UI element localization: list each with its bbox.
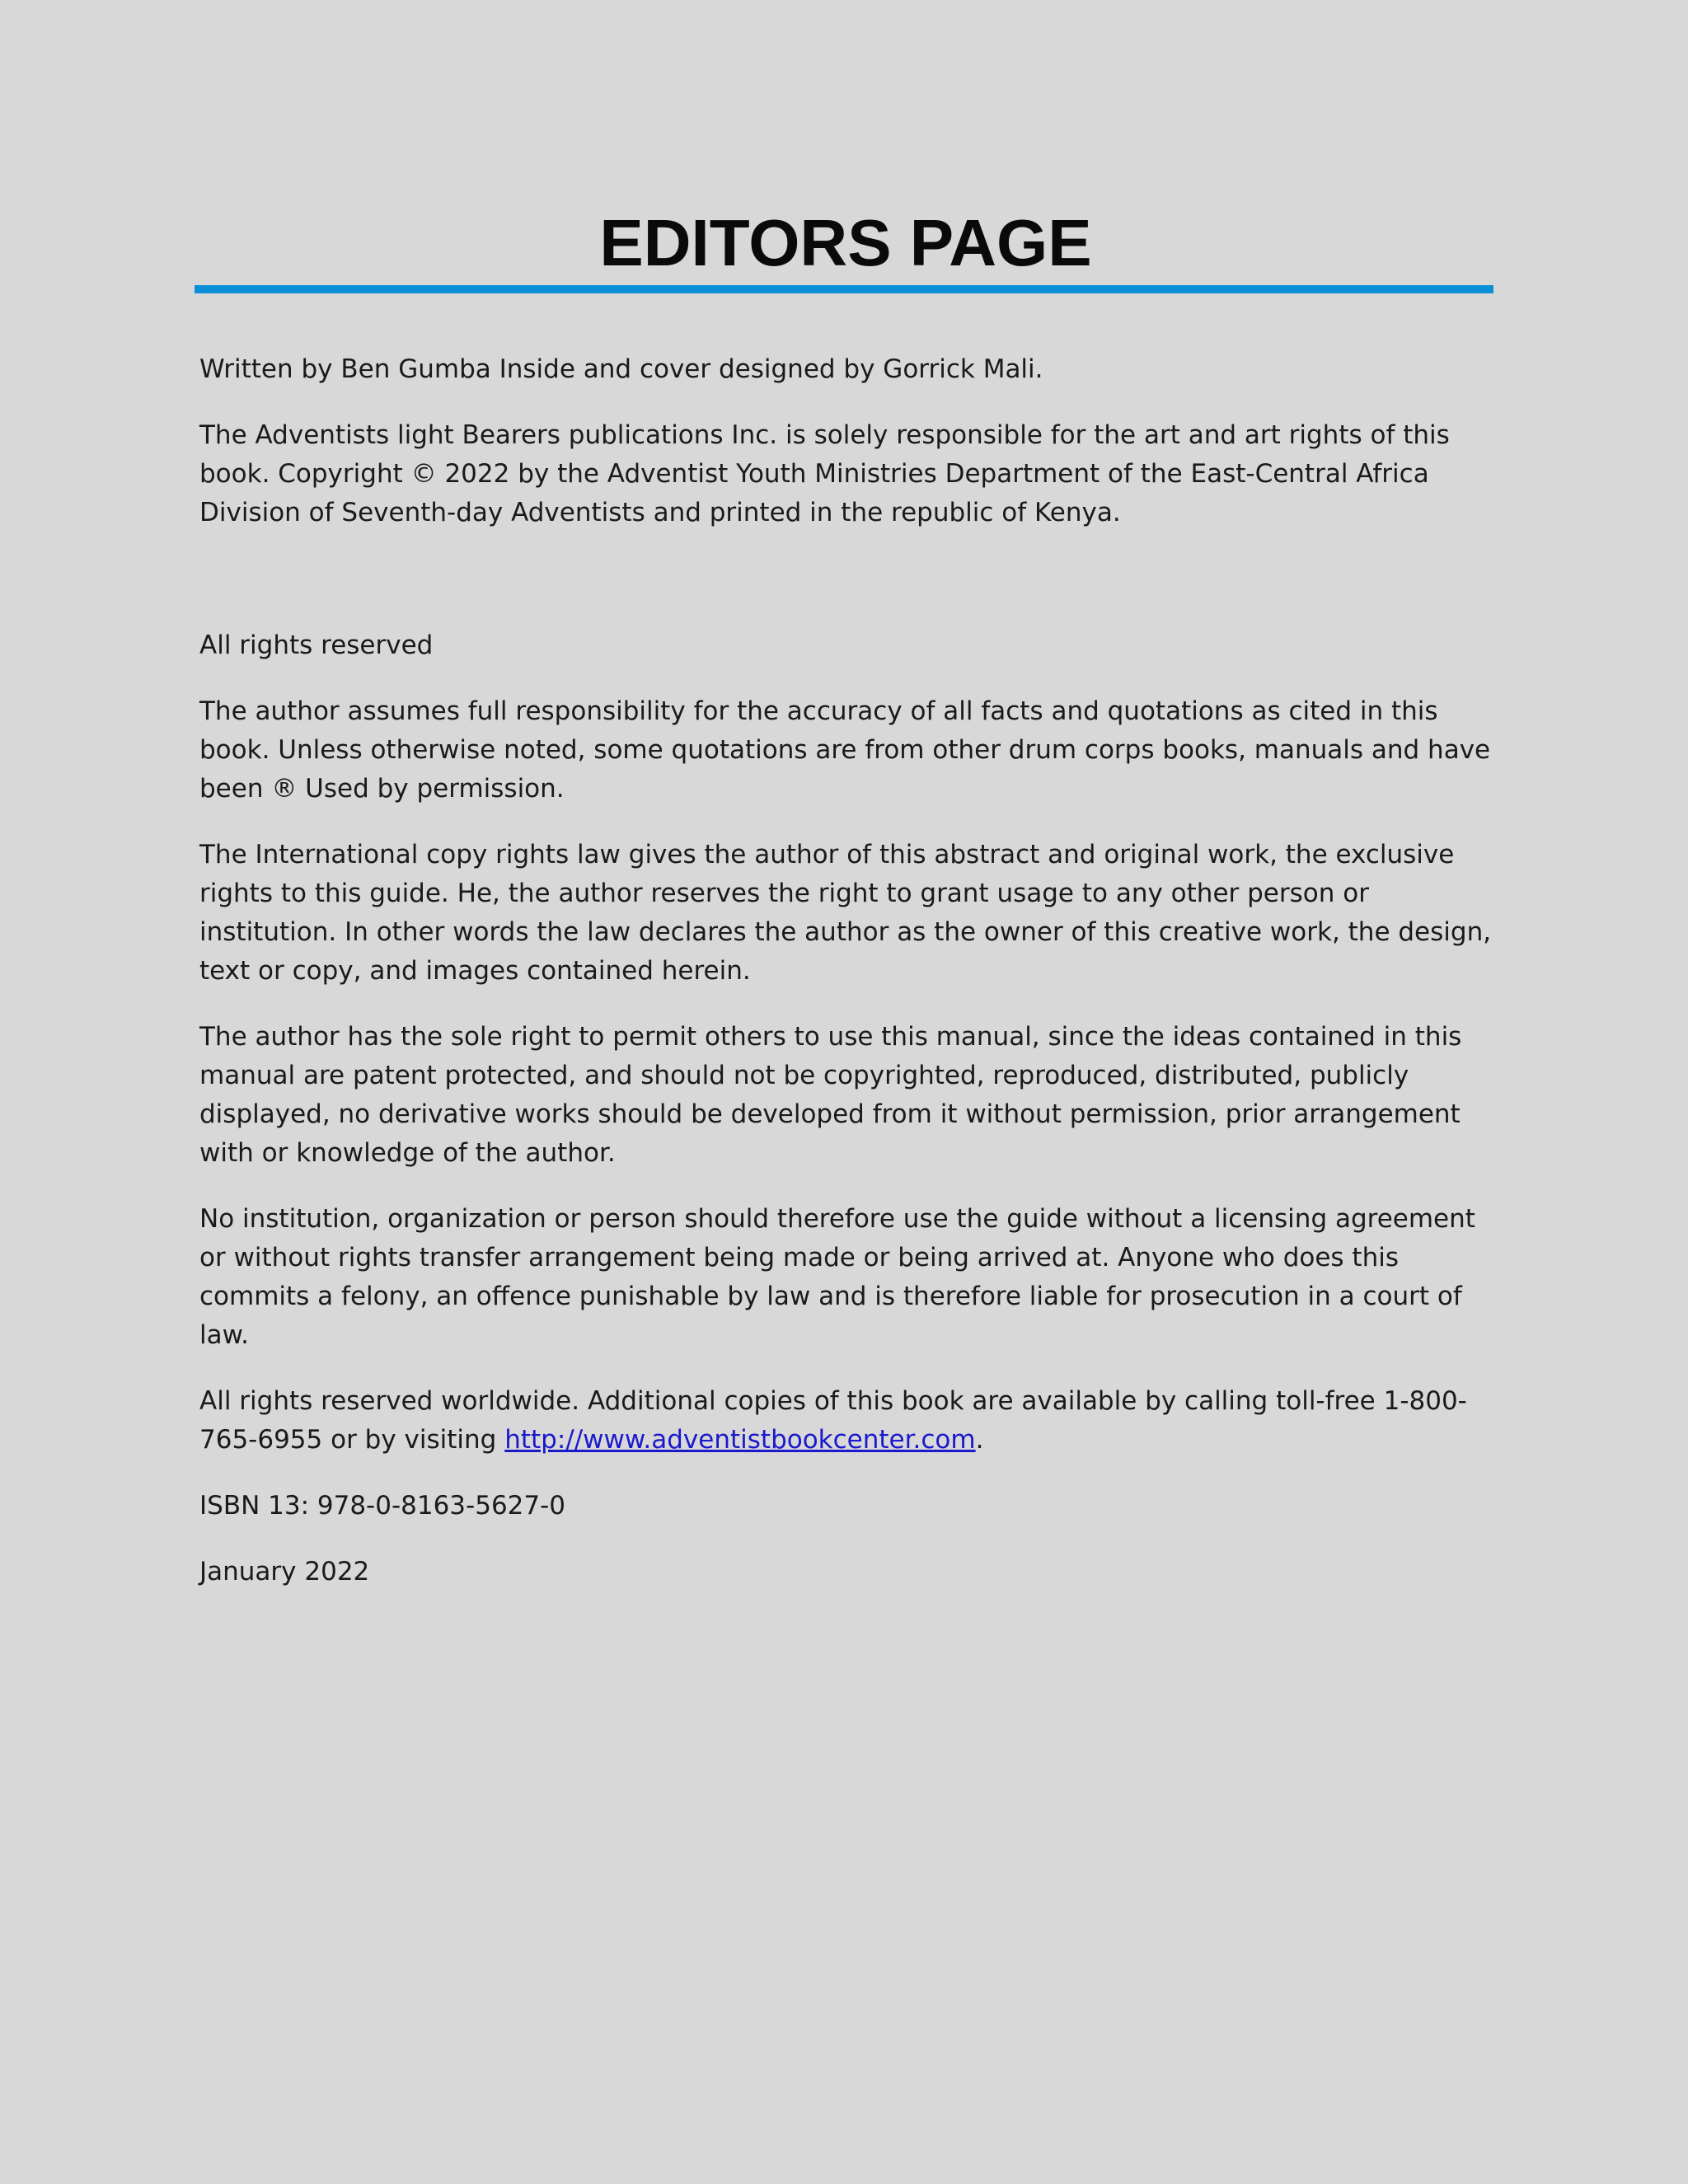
credits-paragraph: Written by Ben Gumba Inside and cover designed by Gorrick Mali.	[199, 354, 1043, 384]
copyright-paragraph: The Adventists light Bearers publications Inc. is solely responsible for the art and art rights of this book. Copyright © 2022 by the Adventist Youth Ministries Department of the East-Central Africa Division of Seventh-day Adventists and printed in the republic of Kenya.	[199, 420, 1450, 527]
responsibility-paragraph: The author assumes full responsibility for the accuracy of all facts and quotations as cited in this book. Unless otherwise noted, some quotations are from other drum corps books, manuals and have been ® Used by permission.	[199, 696, 1491, 804]
date-paragraph: January 2022	[199, 1557, 370, 1586]
permission-paragraph: The author has the sole right to permit others to use this manual, since the ideas contained in this manual are patent protected, and should not be copyrighted, reproduced, distributed, publicly displayed, no derivative works should be developed from it without permission, prior arrangement with or knowledge of the author.	[199, 1022, 1462, 1168]
page-title: EDITORS PAGE	[599, 206, 1092, 279]
rights-reserved-paragraph: All rights reserved	[199, 630, 434, 660]
title-underline	[195, 285, 1493, 293]
worldwide-paragraph	[199, 1382, 1493, 1460]
page-content	[199, 350, 1493, 1619]
isbn-paragraph: ISBN 13: 978-0-8163-5627-0	[199, 1491, 566, 1521]
worldwide-text: All rights reserved worldwide. Additional copies of this book are available by calling toll-free 1-800-765-6955 or by visiting	[199, 1386, 1467, 1455]
bookcenter-link[interactable]: http://www.adventistbookcenter.com	[504, 1425, 976, 1455]
copyright-law-paragraph: The International copy rights law gives the author of this abstract and original work, the exclusive rights to this guide. He, the author reserves the right to grant usage to any other person or institution. In other words the law declares the author as the owner of this creative work, the design, text or copy, and images contained herein.	[199, 840, 1492, 986]
worldwide-suffix: .	[975, 1425, 984, 1455]
licensing-paragraph: No institution, organization or person should therefore use the guide without a licensing agreement or without rights transfer arrangement being made or being arrived at. Anyone who does this commits a felony, an offence punishable by law and is therefore liable for prosecution in a court of law.	[199, 1204, 1475, 1350]
